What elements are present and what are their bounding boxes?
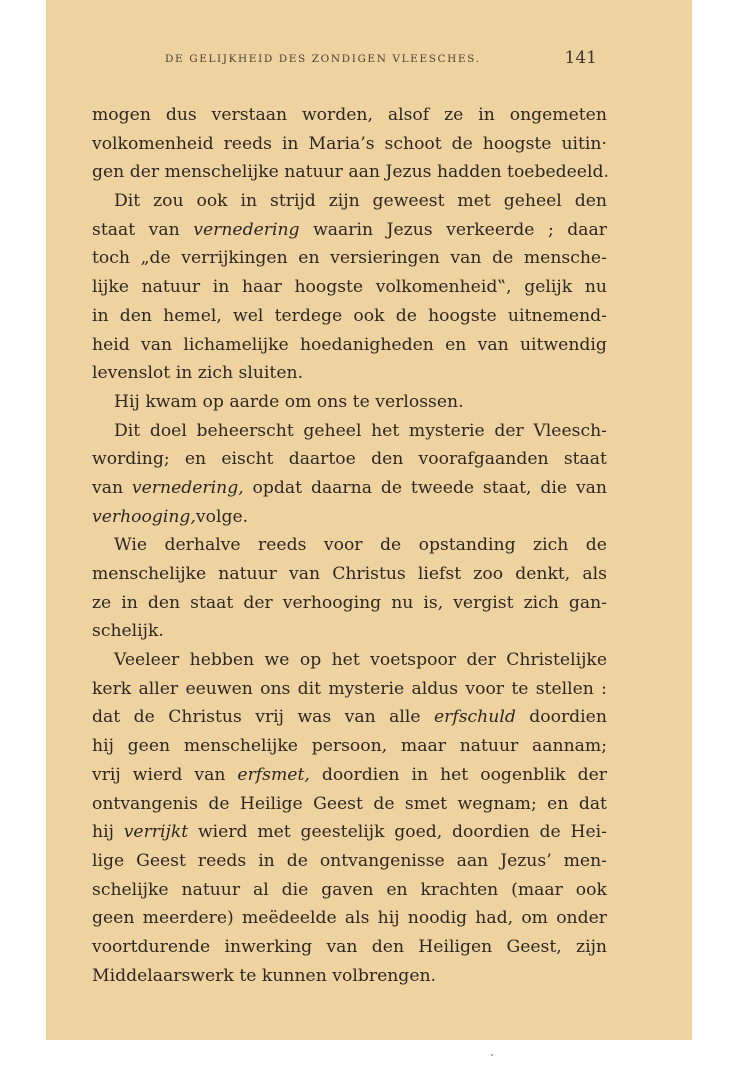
word: terdege bbox=[274, 305, 343, 326]
body-text bbox=[92, 101, 607, 990]
text-line bbox=[92, 503, 607, 532]
word: verkeerde bbox=[446, 219, 535, 240]
word: hij bbox=[92, 736, 114, 757]
word: het bbox=[371, 420, 400, 441]
word: hoogste bbox=[482, 133, 552, 154]
text-line bbox=[92, 962, 607, 991]
word: opstanding bbox=[418, 535, 516, 556]
word: ons bbox=[260, 678, 291, 699]
word: (maar bbox=[511, 879, 563, 900]
word: te bbox=[511, 678, 529, 699]
word: ook bbox=[196, 191, 228, 212]
word: lijke bbox=[92, 277, 129, 298]
word: doordien bbox=[321, 764, 400, 785]
word: Jezus’ bbox=[500, 850, 552, 871]
word: inwerking bbox=[224, 936, 313, 957]
text-line bbox=[92, 273, 607, 302]
word: natuur bbox=[459, 736, 519, 757]
word: doordien bbox=[529, 707, 607, 728]
word: volbrengen. bbox=[332, 965, 437, 986]
word: staat bbox=[190, 592, 234, 613]
word: natuur bbox=[284, 162, 343, 183]
word: wierd bbox=[132, 764, 183, 785]
word: gelijk bbox=[524, 277, 573, 298]
word: geen bbox=[127, 736, 171, 757]
word: zich bbox=[197, 363, 234, 384]
word: geheel bbox=[503, 191, 562, 212]
word: en bbox=[445, 334, 467, 355]
word: liefst bbox=[417, 564, 462, 584]
word: den bbox=[147, 592, 181, 613]
word: maar bbox=[400, 736, 446, 757]
word: in bbox=[258, 850, 275, 871]
word: nu bbox=[391, 592, 414, 613]
paper-speck bbox=[491, 1054, 493, 1056]
word: in bbox=[92, 305, 109, 326]
word: te bbox=[239, 965, 257, 986]
word: sluiten. bbox=[238, 363, 304, 384]
word: mysterie bbox=[408, 420, 485, 441]
word: met bbox=[457, 191, 491, 212]
word: vrij bbox=[92, 764, 121, 785]
text-line bbox=[92, 331, 607, 360]
word: was bbox=[297, 707, 332, 728]
text-line bbox=[92, 933, 607, 962]
word: schelijke bbox=[92, 879, 169, 900]
word: de bbox=[585, 535, 607, 556]
italic-word: vernedering bbox=[193, 219, 300, 240]
italic-word: verrijkt bbox=[123, 822, 189, 843]
word: had, bbox=[475, 908, 514, 929]
word: aldus bbox=[411, 678, 459, 699]
word: verhooging bbox=[282, 592, 382, 613]
word: Dit bbox=[114, 191, 141, 212]
word: ongemeten bbox=[509, 105, 607, 125]
word: den bbox=[574, 191, 607, 212]
text-line bbox=[92, 589, 607, 618]
word: dat bbox=[92, 707, 121, 728]
text-line bbox=[92, 216, 607, 245]
text-line bbox=[92, 359, 607, 388]
word: : bbox=[601, 678, 607, 699]
italic-word: erfschuld bbox=[433, 707, 516, 728]
word: de bbox=[286, 850, 308, 871]
word: zich bbox=[523, 592, 559, 613]
word: derhalve bbox=[164, 535, 241, 556]
word: der bbox=[129, 162, 160, 183]
word: goed, bbox=[394, 822, 443, 843]
word: uitnemend- bbox=[507, 305, 607, 326]
word: aarde bbox=[229, 391, 280, 412]
word: voetspoor bbox=[370, 650, 457, 671]
word: geen bbox=[92, 908, 135, 929]
word: alsof bbox=[387, 105, 430, 125]
word: natuur bbox=[141, 277, 201, 298]
word: hoogste bbox=[428, 305, 497, 326]
word: en bbox=[298, 248, 320, 269]
word: de bbox=[492, 248, 514, 269]
italic-word: erfsmet, bbox=[237, 764, 310, 785]
word: zoo bbox=[473, 564, 504, 584]
page-header bbox=[92, 48, 612, 74]
word: ook bbox=[575, 879, 607, 900]
word: aan bbox=[348, 162, 380, 183]
word: Christus bbox=[168, 707, 242, 728]
word: op bbox=[299, 650, 322, 671]
word: van bbox=[450, 248, 482, 269]
word: Geest bbox=[136, 850, 186, 871]
word: van bbox=[148, 219, 180, 240]
word: van bbox=[326, 936, 358, 957]
word: noodig bbox=[407, 908, 468, 929]
word: reeds bbox=[223, 133, 272, 154]
word: oogenblik bbox=[480, 764, 566, 785]
word: de bbox=[380, 477, 403, 498]
word: gaven bbox=[321, 879, 374, 900]
word: voor bbox=[323, 535, 363, 556]
word: hij bbox=[377, 908, 400, 929]
word: we bbox=[264, 650, 290, 671]
word: waarin bbox=[313, 219, 374, 240]
word: zijn bbox=[576, 936, 607, 957]
word: in bbox=[240, 191, 258, 212]
text-line bbox=[92, 417, 607, 446]
word: Dit bbox=[114, 420, 141, 441]
word: dus bbox=[165, 105, 197, 125]
word: wegnam; bbox=[457, 793, 537, 814]
word: stellen bbox=[535, 678, 594, 699]
word: de bbox=[373, 793, 395, 814]
word: om bbox=[284, 391, 312, 412]
word: denkt, bbox=[515, 564, 571, 584]
word: voorafgaanden bbox=[418, 449, 549, 470]
word: aannam; bbox=[532, 736, 607, 757]
word: mensche- bbox=[523, 248, 607, 269]
word: strijd bbox=[270, 191, 316, 212]
word: hemel, bbox=[163, 305, 222, 326]
word: voor bbox=[465, 678, 505, 699]
word: der bbox=[494, 420, 524, 441]
word: wording; bbox=[92, 449, 170, 470]
word: opdat bbox=[252, 477, 303, 498]
word: tweede bbox=[410, 477, 475, 498]
word: verlossen. bbox=[375, 391, 464, 412]
word: aan bbox=[456, 850, 489, 871]
text-line bbox=[92, 703, 607, 732]
word: in bbox=[281, 133, 299, 154]
word: doel bbox=[149, 420, 187, 441]
word: staat, bbox=[482, 477, 532, 498]
word: Veeleer bbox=[114, 650, 180, 671]
word: vrij bbox=[255, 707, 284, 728]
word: de bbox=[133, 707, 155, 728]
word: reeds bbox=[197, 850, 247, 871]
word: al bbox=[253, 879, 269, 900]
word: den bbox=[371, 936, 405, 957]
text-line bbox=[92, 904, 607, 933]
word: de bbox=[379, 535, 402, 556]
word: eeuwen bbox=[185, 678, 253, 699]
word: staat bbox=[92, 219, 136, 240]
text-line bbox=[92, 187, 607, 216]
text-line bbox=[92, 761, 607, 790]
word: in bbox=[411, 764, 429, 785]
word: de bbox=[451, 133, 473, 154]
word: dit bbox=[297, 678, 322, 699]
word: volkomenheid‟, bbox=[375, 277, 512, 298]
word: meëdeelde bbox=[241, 908, 337, 929]
word: ons bbox=[316, 391, 348, 412]
word: doordien bbox=[452, 822, 530, 843]
word: versieringen bbox=[330, 248, 440, 269]
word: daar bbox=[567, 219, 607, 240]
text-line bbox=[92, 818, 607, 847]
word: de bbox=[395, 305, 417, 326]
word: voortdurende bbox=[92, 936, 211, 957]
word: ze bbox=[444, 105, 464, 125]
word: van bbox=[92, 477, 124, 498]
word: is, bbox=[423, 592, 444, 613]
word: menschelijke bbox=[92, 564, 207, 584]
word: schoot bbox=[384, 133, 442, 154]
word: vergist bbox=[453, 592, 514, 613]
word: den bbox=[119, 305, 152, 326]
word: zijn bbox=[328, 191, 360, 212]
word: der bbox=[243, 592, 273, 613]
word: in bbox=[175, 363, 193, 384]
word: Geest bbox=[313, 793, 363, 814]
text-line bbox=[92, 847, 607, 876]
word: hadden bbox=[436, 162, 502, 183]
word: hoedanigheden bbox=[299, 334, 434, 355]
word: de bbox=[539, 822, 561, 843]
running-title: DE GELIJKHEID DES ZONDIGEN VLEESCHES. bbox=[165, 53, 481, 65]
word: nu bbox=[584, 277, 607, 298]
word: van bbox=[344, 707, 376, 728]
word: verrijkingen bbox=[181, 248, 288, 269]
word: om bbox=[521, 908, 548, 929]
word: meerdere) bbox=[142, 908, 234, 929]
text-line bbox=[92, 474, 607, 503]
word: reeds bbox=[258, 535, 307, 556]
word: eischt bbox=[221, 449, 274, 470]
word: wel bbox=[233, 305, 264, 326]
word: als bbox=[344, 908, 370, 929]
word: Heiligen bbox=[418, 936, 493, 957]
word: en bbox=[184, 449, 207, 470]
word: toebedeeld. bbox=[507, 162, 609, 183]
page-number: 141 bbox=[564, 48, 597, 68]
word: verstaan bbox=[211, 105, 288, 125]
text-line bbox=[92, 617, 607, 646]
word: geheel bbox=[303, 420, 362, 441]
word: van bbox=[289, 564, 321, 584]
word: haar bbox=[242, 277, 282, 298]
word: ze bbox=[92, 592, 112, 613]
word: ontvangenisse bbox=[319, 850, 445, 871]
text-line bbox=[92, 244, 607, 273]
word: in bbox=[212, 277, 230, 298]
word: met bbox=[257, 822, 291, 843]
word: zich bbox=[533, 535, 569, 556]
text-line bbox=[92, 101, 607, 130]
word: den bbox=[371, 449, 404, 470]
italic-word: vernedering, bbox=[131, 477, 244, 498]
word: die bbox=[540, 477, 568, 498]
word: der bbox=[466, 650, 496, 671]
word: natuur bbox=[218, 564, 277, 584]
text-line bbox=[92, 560, 607, 589]
word: gan- bbox=[568, 592, 607, 613]
word: als bbox=[582, 564, 607, 584]
word: krachten bbox=[420, 879, 499, 900]
word: natuur bbox=[181, 879, 241, 900]
word: mysterie bbox=[328, 678, 405, 699]
word: van bbox=[141, 334, 173, 355]
word: levenslot bbox=[92, 363, 171, 384]
text-line bbox=[92, 445, 607, 474]
text-line bbox=[92, 790, 607, 819]
word: Christus bbox=[332, 564, 406, 584]
word: volge. bbox=[195, 506, 249, 527]
word: te bbox=[352, 391, 370, 412]
word: daarna bbox=[310, 477, 372, 498]
word: en bbox=[386, 879, 408, 900]
word: „de bbox=[140, 248, 171, 269]
text-line bbox=[92, 531, 607, 560]
word: persoon, bbox=[311, 736, 388, 757]
word: kwam bbox=[145, 391, 197, 412]
word: lige bbox=[92, 850, 125, 871]
word: Hei- bbox=[570, 822, 607, 843]
word: uitwendig bbox=[519, 334, 607, 355]
word: die bbox=[281, 879, 309, 900]
word: geweest bbox=[372, 191, 445, 212]
word: Vleesch- bbox=[533, 420, 607, 441]
word: volkomenheid bbox=[92, 133, 214, 154]
word: ook bbox=[353, 305, 385, 326]
word: beheerscht bbox=[196, 420, 294, 441]
word: Christelijke bbox=[506, 650, 607, 671]
word: schelijk. bbox=[92, 621, 164, 642]
word: van bbox=[477, 334, 509, 355]
text-line bbox=[92, 130, 607, 159]
word: en bbox=[547, 793, 569, 814]
word: ontvangenis bbox=[92, 793, 198, 814]
word: dat bbox=[578, 793, 607, 814]
word: hebben bbox=[189, 650, 255, 671]
word: Middelaarswerk bbox=[92, 965, 234, 986]
word: Hij bbox=[114, 391, 140, 412]
word: mogen bbox=[92, 105, 151, 125]
word: ; bbox=[547, 219, 554, 240]
text-line bbox=[92, 646, 607, 675]
word: het bbox=[440, 764, 469, 785]
word: menschelijke bbox=[164, 162, 279, 183]
word: toch bbox=[92, 248, 130, 269]
word: in bbox=[121, 592, 138, 613]
word: geestelijk bbox=[300, 822, 385, 843]
word: de bbox=[208, 793, 230, 814]
word: wierd bbox=[197, 822, 248, 843]
word: van bbox=[575, 477, 607, 498]
text-line bbox=[92, 876, 607, 905]
italic-word: verhooging, bbox=[92, 506, 196, 527]
word: Maria’s bbox=[308, 133, 375, 154]
word: men- bbox=[563, 850, 607, 871]
text-line bbox=[92, 732, 607, 761]
word: Heilige bbox=[239, 793, 303, 814]
text-line bbox=[92, 675, 607, 704]
word: aller bbox=[138, 678, 179, 699]
word: daartoe bbox=[288, 449, 356, 470]
word: op bbox=[202, 391, 224, 412]
word: gen bbox=[92, 162, 125, 183]
word: Wie bbox=[114, 535, 148, 556]
word: kerk bbox=[92, 678, 132, 699]
word: alle bbox=[389, 707, 421, 728]
word: Jezus bbox=[386, 219, 433, 240]
word: menschelijke bbox=[183, 736, 298, 757]
text-line bbox=[92, 158, 607, 187]
word: Jezus bbox=[385, 162, 432, 183]
text-line bbox=[92, 388, 607, 417]
word: hoogste bbox=[294, 277, 364, 298]
word: zou bbox=[153, 191, 184, 212]
word: onder bbox=[556, 908, 607, 929]
text-line bbox=[92, 302, 607, 331]
word: uitin· bbox=[561, 133, 607, 154]
word: lichamelijke bbox=[183, 334, 289, 355]
word: kunnen bbox=[261, 965, 327, 986]
word: hij bbox=[92, 822, 114, 843]
word: smet bbox=[404, 793, 448, 814]
word: in bbox=[478, 105, 495, 125]
word: worden, bbox=[301, 105, 373, 125]
word: het bbox=[331, 650, 360, 671]
word: staat bbox=[563, 449, 607, 470]
word: van bbox=[194, 764, 226, 785]
word: der bbox=[577, 764, 607, 785]
word: heid bbox=[92, 334, 130, 355]
word: Geest, bbox=[506, 936, 562, 957]
